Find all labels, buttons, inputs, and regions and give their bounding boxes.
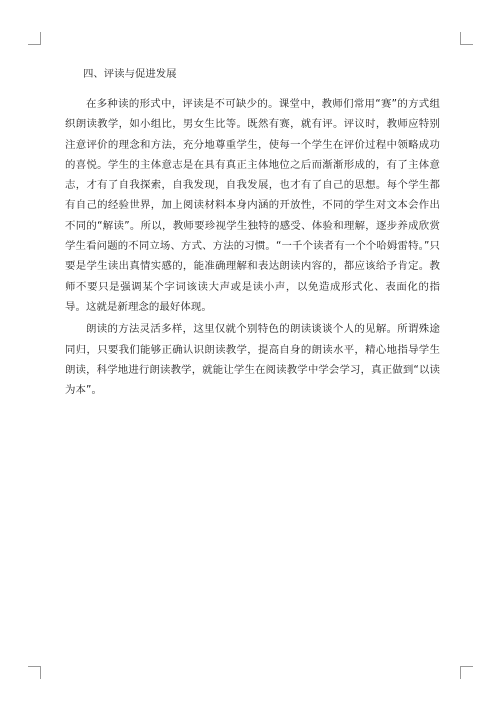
crop-mark-top-right	[460, 32, 473, 45]
crop-mark-bottom-left	[28, 666, 41, 679]
crop-mark-top-left	[28, 32, 41, 45]
crop-mark-bottom-right	[460, 666, 473, 679]
document-body	[65, 64, 440, 400]
section-heading: 四、评读与促进发展	[83, 68, 177, 80]
paragraph-evaluation: 在多种读的形式中，评读是不可缺少的。课堂中，教师们常用“赛”的方式组织朗读教学，如小组比，男女生比等。既然有赛，就有评。评议时，教师应特别注意评价的理念和方法，充分地尊重学生，使每一个学生在评价过程中领略成功的喜悦。学生的主体意志是在具有真正主体地位之后而渐渐形成的，有了主体意志，才有了自我探索，自我发现，自我发展，也才有了自己的思想。每个学生都有自己的经验世界，加上阅读材料本身内涵的开放性，不同的学生对文本会作出不同的“解读”。所以，教师要珍视学生独特的感受、体验和理解，逐步养成欣赏学生看问题的不同立场、方式、方法的习惯。“一千个读者有一个个哈姆雷特。”只要是学生读出真情实感的，能准确理解和表达朗读内容的，都应该给予肯定。教师不要只是强调某个字词该读大声或是读小声，以免造成形式化、表面化的指导。这就是新理念的最好体现。	[65, 98, 440, 313]
paragraph-conclusion: 朗读的方法灵活多样，这里仅就个别特色的朗读谈谈个人的见解。所谓殊途同归，只要我们能够正确认识朗读教学，提高自身的朗读水平，精心地指导学生朗读，科学地进行朗读教学，就能让学生在阅读教学中学会学习，真正做到“以读为本”。	[65, 323, 440, 397]
